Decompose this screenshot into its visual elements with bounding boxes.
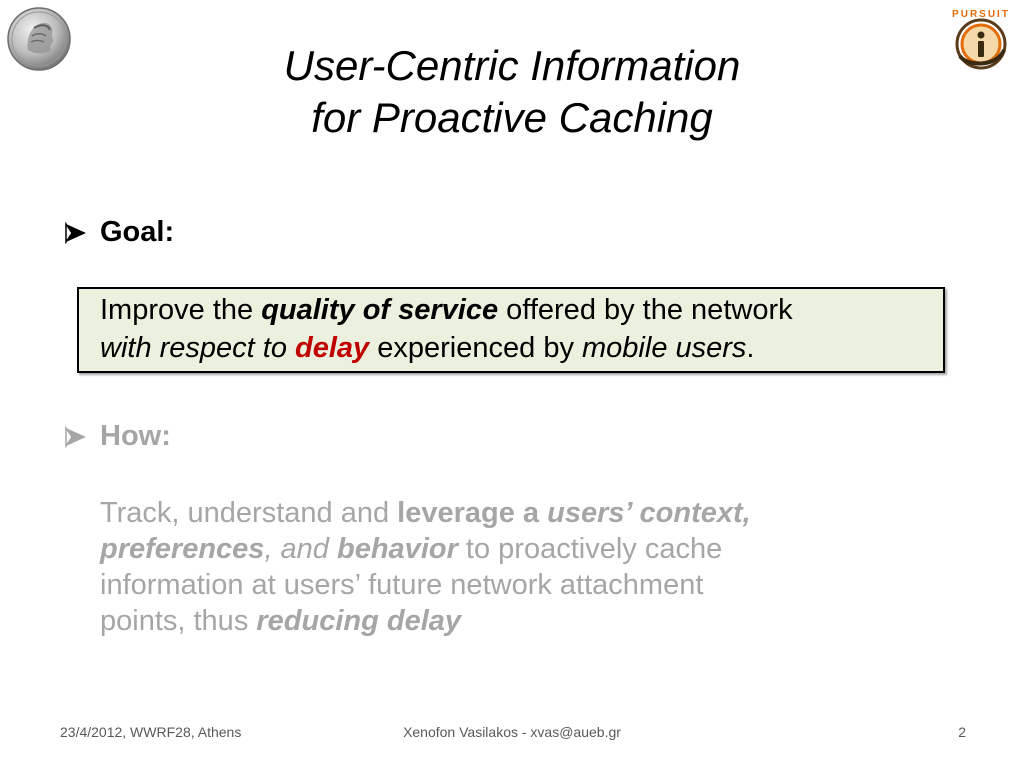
how-text-part: points, thus [100, 605, 257, 637]
how-label: How: [100, 420, 171, 452]
how-statement [100, 495, 900, 639]
goal-text-part: offered by the network [498, 294, 793, 326]
slide-title-line1: User-Centric Information [283, 42, 741, 89]
page-number: 2 [958, 724, 966, 740]
footer-date-event: 23/4/2012, WWRF28, Athens [60, 724, 242, 740]
pursuit-logo-text: PURSUIT [952, 9, 1010, 20]
arrow-bullet-icon [64, 426, 88, 448]
how-bullet [64, 420, 171, 453]
how-text-part: information at users’ future network attachment [100, 569, 704, 601]
slide-title-line2: for Proactive Caching [311, 94, 713, 141]
goal-text-delay: delay [295, 332, 370, 364]
goal-text-part: with respect to [100, 332, 296, 364]
goal-text-part: . [746, 332, 755, 364]
how-text-part: to proactively cache [457, 533, 723, 565]
goal-text-part: experienced by [369, 332, 583, 364]
how-text-emphasis: behavior [337, 533, 458, 565]
arrow-bullet-icon [64, 222, 88, 244]
how-text-emphasis: users’ context, [547, 497, 751, 529]
how-text-emphasis: leverage a [397, 497, 548, 529]
goal-label: Goal: [100, 216, 175, 248]
how-text-emphasis: preferences [100, 533, 265, 565]
slide-title [0, 40, 1024, 144]
goal-text-part: Improve the [100, 294, 262, 326]
goal-bullet [64, 216, 174, 249]
how-text-emphasis: reducing delay [256, 605, 462, 637]
goal-text-emphasis: quality of service [261, 294, 499, 326]
footer-author: Xenofon Vasilakos - xvas@aueb.gr [403, 724, 621, 740]
goal-text-emphasis: mobile users [582, 332, 747, 364]
goal-statement [100, 291, 793, 367]
how-text-part: , and [264, 533, 337, 565]
how-text-part: Track, understand and [100, 497, 398, 529]
